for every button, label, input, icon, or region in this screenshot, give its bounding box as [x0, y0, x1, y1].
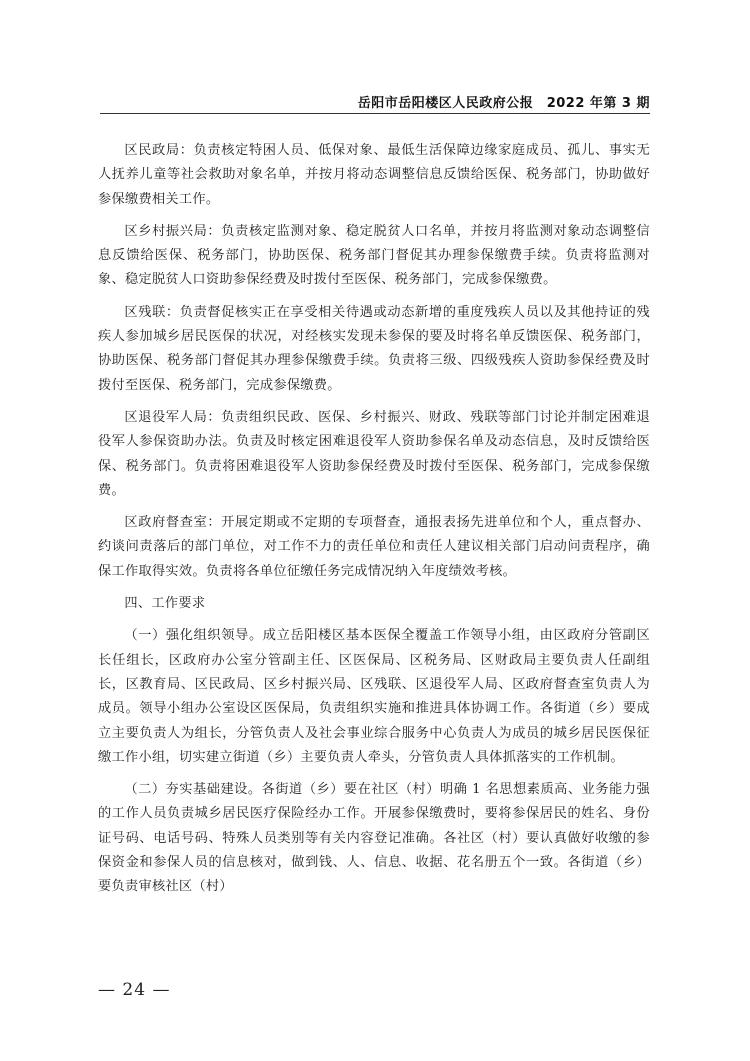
paragraph-disabled-federation: 区残联：负责督促核实正在享受相关待遇或动态新增的重度残疾人员以及其他持证的残疾人参加城乡居民医保的状况，对经核实发现未参保的要及时将名单反馈医保、税务部门，协助医保、税务部门督促其办理参保缴费手续。负责将三级、四级残疾人资助参保经费及时拨付至医保、税务部门，完成参保缴费。 [98, 304, 650, 393]
paragraph-supervision-office: 区政府督查室：开展定期或不定期的专项督查，通报表扬先进单位和个人，重点督办、约谈问责落后的部门单位，对工作不力的责任单位和责任人建议相关部门启动问责程序，确保工作取得实效。负责将各单位征缴任务完成情况纳入年度绩效考核。 [98, 515, 650, 579]
bulletin-title: 岳阳市岳阳楼区人民政府公报 2022 年第 3 期 [357, 96, 650, 111]
document-body [98, 139, 650, 908]
section-heading-work-requirements: 四、工作要求 [124, 596, 206, 612]
page-number: — 24 — [98, 980, 171, 1000]
paragraph-rural-revitalization: 区乡村振兴局：负责核定监测对象、稳定脱贫人口名单，并按月将监测对象动态调整信息反馈给医保、税务部门，协助医保、税务部门督促其办理参保缴费手续。负责将监测对象、稳定脱贫人口资助参保经费及时拨付至医保、税务部门，完成参保缴费。 [98, 223, 650, 288]
paragraph-organizational-leadership: （一）强化组织领导。成立岳阳楼区基本医保全覆盖工作领导小组，由区政府分管副区长任组长，区政府办公室分管副主任、区医保局、区税务局、区财政局主要负责人任副组长，区教育局、区民政局、区乡村振兴局、区残联、区退役军人局、区政府督查室负责人为成员。领导小组办公室设区医保局，负责组织实施和推进具体协调工作。各街道（乡）要成立主要负责人为组长，分管负责人及社会事业综合服务中心负责人为成员的城乡居民医保征缴工作小组，切实建立街道（乡）主要负责人牵头，分管负责人具体抓落实的工作机制。 [98, 628, 650, 765]
paragraph-civil-affairs: 区民政局：负责核定特困人员、低保对象、最低生活保障边缘家庭成员、孤儿、事实无人抚养儿童等社会救助对象名单，并按月将动态调整信息反馈给医保、税务部门，协助做好参保缴费相关工作。 [98, 143, 650, 207]
header-divider [100, 113, 650, 114]
paragraph-foundation-building: （二）夯实基础建设。各街道（乡）要在社区（村）明确 1 名思想素质高、业务能力强的工作人员负责城乡居民医疗保险经办工作。开展参保缴费时，要将参保居民的姓名、身份证号码、电话号码、特殊人员类别等有关内容登记准确。各社区（村）要认真做好收缴的参保资金和参保人员的信息核对，做到钱、人、信息、收据、花名册五个一致。各街道（乡）要负责审核社区（村） [98, 782, 650, 895]
paragraph-veterans-affairs: 区退役军人局：负责组织民政、医保、乡村振兴、财政、残联等部门讨论并制定困难退役军人参保资助办法。负责及时核定困难退役军人资助参保名单及动态信息，及时反馈给医保、税务部门。负责将困难退役军人资助参保经费及时拨付至医保、税务部门，完成参保缴费。 [98, 409, 650, 498]
